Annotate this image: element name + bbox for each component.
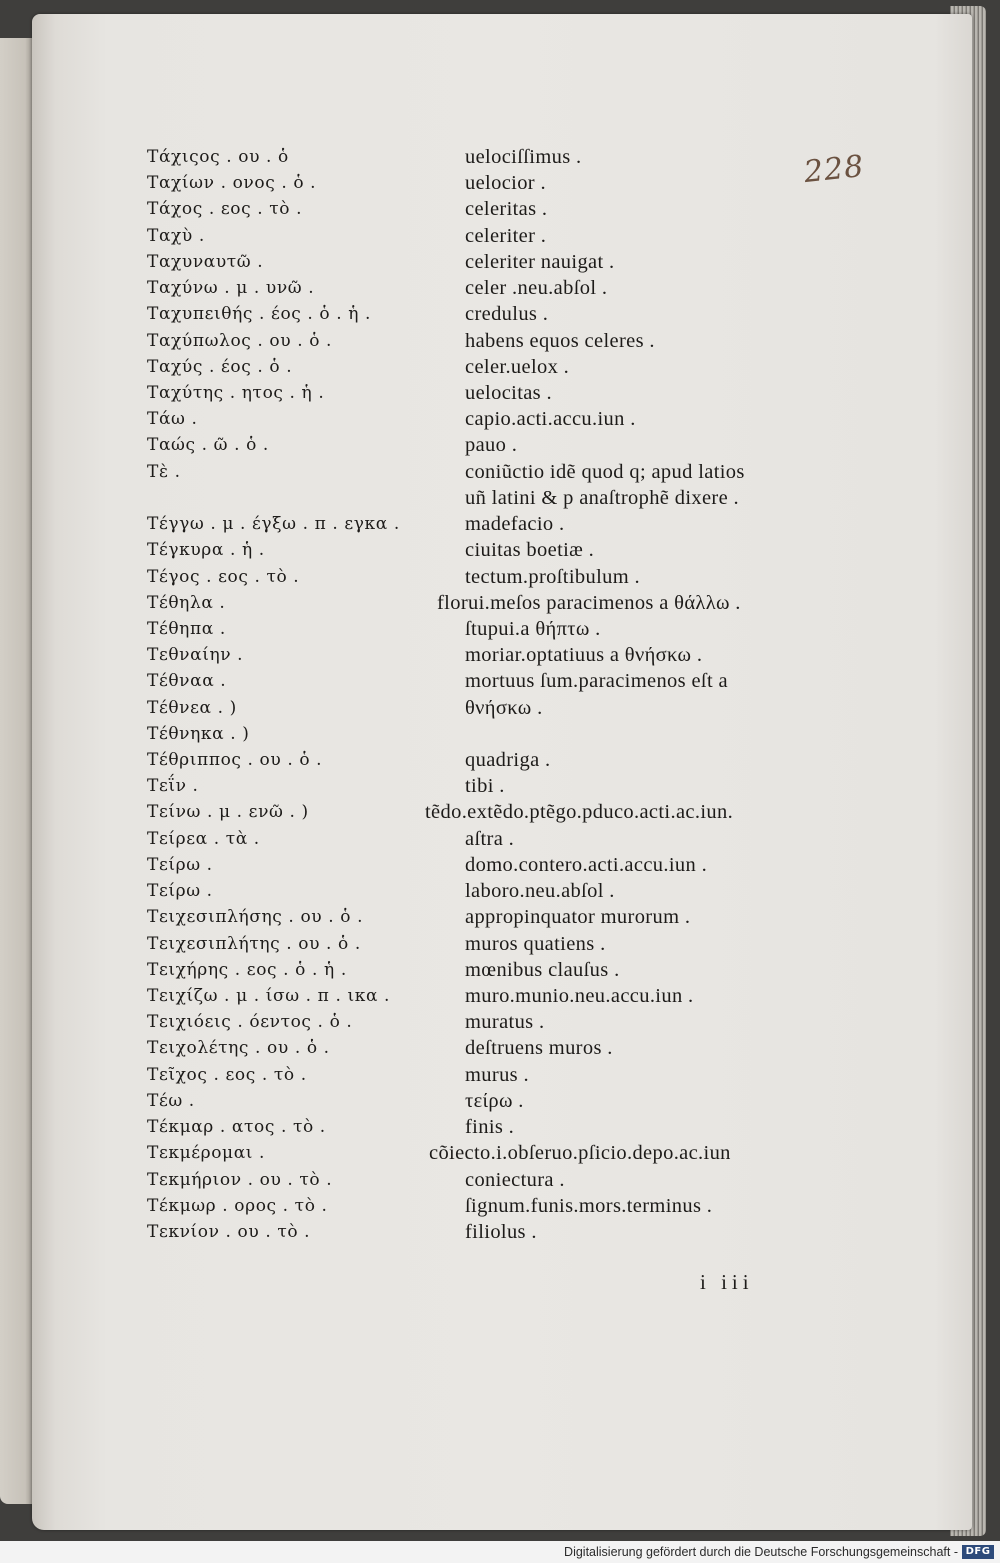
greek-headword: Τειχεσιπλήτης . ου . ὁ . xyxy=(147,933,361,954)
entry-row xyxy=(147,223,847,249)
entry-row xyxy=(147,826,847,852)
latin-gloss: tectum.proſtibulum . xyxy=(465,565,640,588)
greek-headword: Τέθναα . xyxy=(147,671,227,692)
entry-row xyxy=(147,196,847,222)
entry-row xyxy=(147,1062,847,1088)
latin-gloss: uñ latini & p anaſtrophẽ dixere . xyxy=(465,486,739,509)
greek-headword: Τεθναίην . xyxy=(147,645,244,666)
entry-row xyxy=(147,1009,847,1035)
entry-row xyxy=(147,459,847,485)
greek-headword: Ταχυναυτῶ . xyxy=(147,251,264,272)
greek-headword: Ταχίων . ονος . ὁ . xyxy=(147,173,317,194)
entry-row xyxy=(147,616,847,642)
greek-headword: Τέθηπα . xyxy=(147,618,226,639)
entry-row xyxy=(147,1219,847,1245)
dictionary-entries xyxy=(147,144,847,1245)
entry-row xyxy=(147,249,847,275)
entry-row xyxy=(147,380,847,406)
greek-headword: Ταχύτης . ητος . ἡ . xyxy=(147,382,325,403)
entry-row xyxy=(147,957,847,983)
latin-gloss: laboro.neu.abſol . xyxy=(465,880,615,903)
latin-gloss: mortuus ſum.paracimenos eſt a xyxy=(465,670,728,693)
latin-gloss: celeritas . xyxy=(465,198,548,221)
latin-gloss: coniũctio idẽ quod q; apud latios xyxy=(465,460,745,483)
entry-row xyxy=(147,590,847,616)
latin-gloss: aſtra . xyxy=(465,827,515,850)
latin-gloss: muratus . xyxy=(465,1011,545,1034)
greek-headword: Τάω . xyxy=(147,409,198,430)
greek-headword: Τείρω . xyxy=(147,881,213,902)
latin-gloss: tẽdo.extẽdo.ptẽgo.pduco.acti.ac.iun. xyxy=(425,801,734,824)
entry-row xyxy=(147,170,847,196)
entry-row xyxy=(147,406,847,432)
entry-row xyxy=(147,275,847,301)
entry-row xyxy=(147,983,847,1009)
dfg-logo-icon: DFG xyxy=(962,1545,994,1559)
entry-row xyxy=(147,721,847,747)
entry-row xyxy=(147,904,847,930)
greek-headword: Τέγος . εος . τὸ . xyxy=(147,566,300,587)
greek-headword: Τειχολέτης . ου . ὁ . xyxy=(147,1038,330,1059)
entry-row xyxy=(147,931,847,957)
latin-gloss: filiolus . xyxy=(465,1220,537,1243)
latin-gloss: celer .neu.abſol . xyxy=(465,277,608,300)
greek-headword: Τάχος . εος . τὸ . xyxy=(147,199,303,220)
entry-row xyxy=(147,878,847,904)
latin-gloss: appropinquator murorum . xyxy=(465,906,691,929)
latin-gloss: murus . xyxy=(465,1063,529,1086)
greek-headword: Τειχιόεις . όεντος . ὁ . xyxy=(147,1012,353,1033)
greek-headword: Τέκμαρ . ατος . τὸ . xyxy=(147,1117,326,1138)
entry-row xyxy=(147,852,847,878)
greek-headword: Ταχὺ . xyxy=(147,225,205,246)
greek-headword: Τεῖχος . εος . τὸ . xyxy=(147,1064,307,1085)
greek-headword: Τέθνεα . ) xyxy=(147,697,237,718)
latin-gloss: deſtruens muros . xyxy=(465,1037,613,1060)
latin-gloss: florui.meſos paracimenos a θάλλω . xyxy=(437,591,741,614)
greek-headword: Τείρεα . τὰ . xyxy=(147,828,260,849)
handwritten-folio-number: 228 xyxy=(802,148,866,191)
greek-headword: Ταώς . ῶ . ὁ . xyxy=(147,435,269,456)
greek-headword: Τέθριππος . ου . ὁ . xyxy=(147,750,323,771)
latin-gloss: uelocitas . xyxy=(465,381,552,404)
latin-gloss: celer.uelox . xyxy=(465,355,570,378)
entry-row xyxy=(147,747,847,773)
latin-gloss: domo.contero.acti.accu.iun . xyxy=(465,853,708,876)
book-page xyxy=(32,14,972,1530)
latin-gloss: cõiecto.i.obſeruo.pſicio.depo.ac.iun xyxy=(429,1142,731,1165)
latin-gloss: muros quatiens . xyxy=(465,932,606,955)
greek-headword: Τεκμήριον . ου . τὸ . xyxy=(147,1169,333,1190)
greek-headword: Τέω . xyxy=(147,1090,195,1111)
greek-headword: Τὲ . xyxy=(147,461,181,482)
entry-row xyxy=(147,668,847,694)
latin-gloss: ſtupui.a θήπτω . xyxy=(465,617,601,640)
entry-row xyxy=(147,537,847,563)
entry-row xyxy=(147,642,847,668)
latin-gloss: θνήσκω . xyxy=(465,696,543,719)
greek-headword: Ταχύς . έος . ὁ . xyxy=(147,356,293,377)
latin-gloss: capio.acti.accu.iun . xyxy=(465,408,636,431)
entry-row xyxy=(147,773,847,799)
latin-gloss: habens equos celeres . xyxy=(465,329,655,352)
greek-headword: Τέθνηκα . ) xyxy=(147,723,250,744)
latin-gloss: uelocior . xyxy=(465,172,546,195)
latin-gloss: tibi . xyxy=(465,775,505,798)
greek-headword: Ταχύνω . μ . υνῶ . xyxy=(147,278,315,299)
entry-row xyxy=(147,485,847,511)
entry-row xyxy=(147,1167,847,1193)
latin-gloss: finis . xyxy=(465,1116,515,1139)
entry-row xyxy=(147,328,847,354)
greek-headword: Τέθηλα . xyxy=(147,592,226,613)
greek-headword: Ταχυπειθής . έος . ὁ . ἡ . xyxy=(147,304,372,325)
greek-headword: Τέγκυρα . ἡ . xyxy=(147,540,265,561)
latin-gloss: quadriga . xyxy=(465,749,551,772)
latin-gloss: muro.munio.neu.accu.iun . xyxy=(465,985,694,1007)
entry-row xyxy=(147,144,847,170)
greek-headword: Τειχίζω . μ . ίσω . π . ικα . xyxy=(147,986,391,1006)
greek-headword: Τέγγω . μ . έγξω . π . εγκα . xyxy=(147,514,400,535)
entry-row xyxy=(147,1140,847,1166)
greek-headword: Τέκμωρ . ορος . τὸ . xyxy=(147,1195,328,1216)
greek-headword: Τείρω . xyxy=(147,854,213,875)
entry-row xyxy=(147,432,847,458)
latin-gloss: mœnibus clauſus . xyxy=(465,958,620,981)
latin-gloss: celeriter nauigat . xyxy=(465,250,615,273)
entry-row xyxy=(147,511,847,537)
entry-row xyxy=(147,1114,847,1140)
greek-headword: Τεκνίον . ου . τὸ . xyxy=(147,1221,311,1242)
greek-headword: Τεΐν . xyxy=(147,776,199,797)
greek-headword: Ταχύπωλος . ου . ὁ . xyxy=(147,330,333,351)
entry-row xyxy=(147,301,847,327)
latin-gloss: ciuitas boetiæ . xyxy=(465,539,595,562)
entry-row xyxy=(147,799,847,825)
footer-credit: Digitalisierung gefördert durch die Deutsche Forschungsgemeinschaft - xyxy=(564,1545,958,1559)
entry-row xyxy=(147,1035,847,1061)
greek-headword: Τείνω . μ . ενῶ . ) xyxy=(147,802,309,823)
entry-row xyxy=(147,695,847,721)
latin-gloss: madefacio . xyxy=(465,513,565,536)
latin-gloss: uelociſſimus . xyxy=(465,146,582,168)
entry-row xyxy=(147,564,847,590)
latin-gloss: celeriter . xyxy=(465,224,547,247)
signature-mark: i iii xyxy=(700,1270,754,1294)
entry-row xyxy=(147,1088,847,1114)
entry-row xyxy=(147,354,847,380)
latin-gloss: moriar.optatiuus a θνήσκω . xyxy=(465,644,703,667)
greek-headword: Τάχιςος . ου . ὁ xyxy=(147,147,289,167)
greek-headword: Τεκμέρομαι . xyxy=(147,1143,266,1164)
latin-gloss: pauo . xyxy=(465,434,518,457)
greek-headword: Τειχεσιπλήσης . ου . ὁ . xyxy=(147,907,364,928)
digitization-footer xyxy=(0,1541,1000,1563)
latin-gloss: τείρω . xyxy=(465,1089,524,1112)
entry-row xyxy=(147,1193,847,1219)
greek-headword: Τειχήρης . εος . ὁ . ἡ . xyxy=(147,959,347,980)
latin-gloss: ſignum.funis.mors.terminus . xyxy=(465,1194,713,1217)
latin-gloss: credulus . xyxy=(465,303,549,326)
latin-gloss: coniectura . xyxy=(465,1168,565,1191)
